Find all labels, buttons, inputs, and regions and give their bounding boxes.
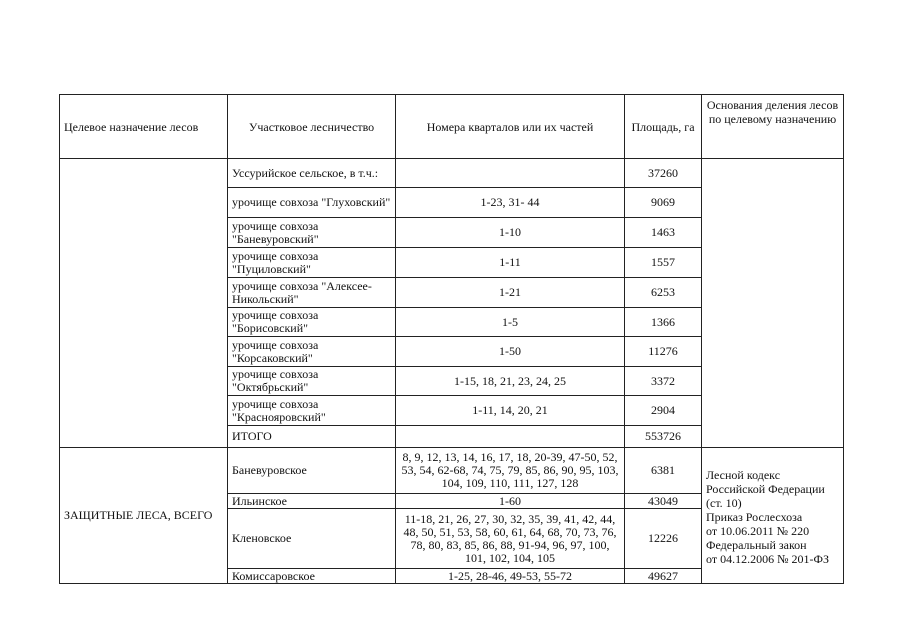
quarters-cell: 1-23, 31- 44	[396, 188, 625, 218]
area-cell: 6253	[625, 278, 702, 308]
forestry-cell: урочище совхоза "Баневуровский"	[228, 218, 396, 248]
area-cell: 12226	[625, 509, 702, 569]
area-cell: 1557	[625, 248, 702, 278]
forestry-cell: Баневуровское	[228, 448, 396, 494]
area-cell: 37260	[625, 159, 702, 188]
forestry-cell: урочище совхоза "Пуциловский"	[228, 248, 396, 278]
basis-line: Лесной кодекс	[706, 468, 781, 482]
forestry-cell: Комиссаровское	[228, 569, 396, 584]
forestry-cell: урочище совхоза "Алексее-Никольский"	[228, 278, 396, 308]
protective-purpose-cell: ЗАЩИТНЫЕ ЛЕСА, ВСЕГО	[60, 448, 228, 584]
table-row	[60, 159, 844, 188]
quarters-cell: 8, 9, 12, 13, 14, 16, 17, 18, 20-39, 47-50, 52, 53, 54, 62-68, 74, 75, 79, 85, 86, 90, 95, 103, 104, 109, 110, 111, 127, 128	[396, 448, 625, 494]
forestry-cell: урочище совхоза "Краснояровский"	[228, 396, 396, 426]
total-label: ИТОГО	[228, 426, 396, 448]
forestry-cell: урочище совхоза "Глуховский"	[228, 188, 396, 218]
area-cell: 11276	[625, 337, 702, 367]
area-cell: 2904	[625, 396, 702, 426]
basis-line: от 04.12.2006 № 201-ФЗ	[706, 552, 830, 566]
basis-line: от 10.06.2011 № 220	[706, 524, 810, 538]
header-area: Площадь, га	[625, 95, 702, 159]
quarters-cell: 1-25, 28-46, 49-53, 55-72	[396, 569, 625, 584]
basis-line: Российской Федерации	[706, 482, 825, 496]
forestry-cell: Уссурийское сельское, в т.ч.:	[228, 159, 396, 188]
basis-line: Приказ Рослесхоза	[706, 510, 803, 524]
forestry-cell: урочище совхоза "Октябрьский"	[228, 367, 396, 396]
quarters-cell: 1-21	[396, 278, 625, 308]
area-cell: 3372	[625, 367, 702, 396]
forestry-cell: урочище совхоза "Корсаковский"	[228, 337, 396, 367]
basis-cell-empty	[702, 159, 844, 448]
total-quarters-empty	[396, 426, 625, 448]
quarters-cell	[396, 159, 625, 188]
quarters-cell: 1-50	[396, 337, 625, 367]
quarters-cell: 1-5	[396, 308, 625, 337]
quarters-cell: 1-11, 14, 20, 21	[396, 396, 625, 426]
quarters-cell: 11-18, 21, 26, 27, 30, 32, 35, 39, 41, 42, 44, 48, 50, 51, 53, 58, 60, 61, 64, 68, 70, 73, 76, 78, 80, 83, 85, 86, 88, 91-94, 96, 97, 100, 101, 102, 104, 105	[396, 509, 625, 569]
header-quarters: Номера кварталов или их частей	[396, 95, 625, 159]
quarters-cell: 1-60	[396, 494, 625, 509]
forestry-cell: Кленовское	[228, 509, 396, 569]
area-cell: 6381	[625, 448, 702, 494]
purpose-cell-empty	[60, 159, 228, 448]
area-cell: 1366	[625, 308, 702, 337]
total-area: 553726	[625, 426, 702, 448]
table-header-row	[60, 95, 844, 159]
basis-line: Федеральный закон	[706, 538, 807, 552]
area-cell: 1463	[625, 218, 702, 248]
header-basis: Основания деления лесов по целевому назначению	[702, 95, 844, 159]
area-cell: 9069	[625, 188, 702, 218]
quarters-cell: 1-11	[396, 248, 625, 278]
protective-basis-cell	[702, 448, 844, 584]
header-forestry: Участковое лесничество	[228, 95, 396, 159]
quarters-cell: 1-10	[396, 218, 625, 248]
table-row	[60, 448, 844, 494]
forest-purpose-table	[59, 94, 844, 584]
quarters-cell: 1-15, 18, 21, 23, 24, 25	[396, 367, 625, 396]
basis-line: (ст. 10)	[706, 496, 742, 510]
area-cell: 49627	[625, 569, 702, 584]
forestry-cell: урочище совхоза "Борисовский"	[228, 308, 396, 337]
forestry-cell: Ильинское	[228, 494, 396, 509]
area-cell: 43049	[625, 494, 702, 509]
header-purpose: Целевое назначение лесов	[60, 95, 228, 159]
